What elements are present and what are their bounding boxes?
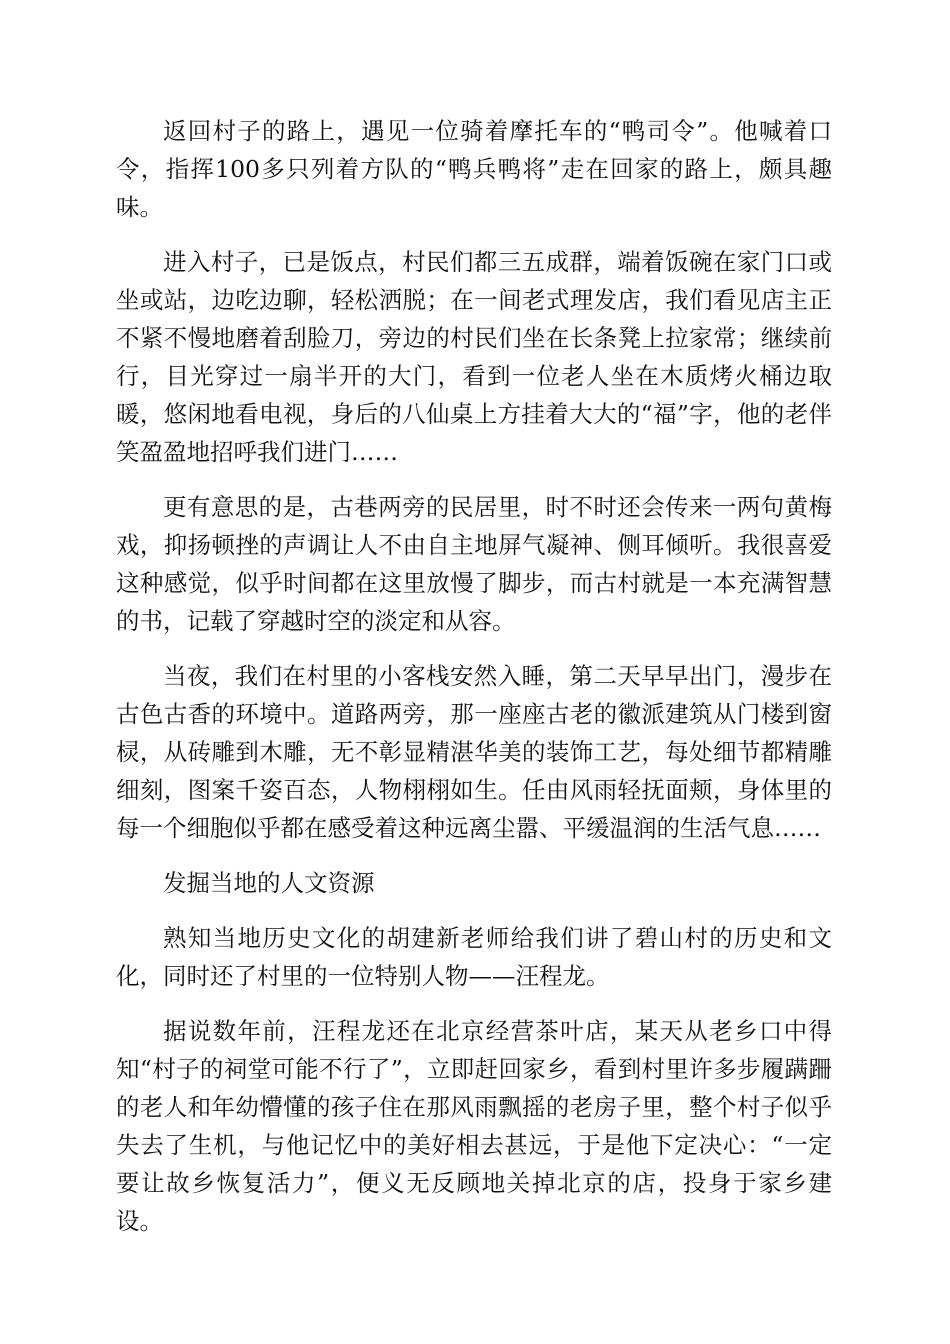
paragraph-entering-village: 进入村子，已是饭点，村民们都三五成群，端着饭碗在家门口或坐或站，边吃边聊，轻松洒脱；在一间老式理发店，我们看见店主正不紧不慢地磨着刮脸刀，旁边的村民们坐在长条凳上拉家常；继续前行，目光穿过一扇半开的大门，看到一位老人坐在木质烤火桶边取暖，悠闲地看电视，身后的八仙桌上方挂着大大的“福”字，他的老伴笑盈盈地招呼我们进门…… (116, 248, 832, 466)
paragraph-huangmei-opera: 更有意思的是，古巷两旁的民居里，时不时还会传来一两句黄梅戏，抑扬顿挫的声调让人不由自主地屏气凝神、侧耳倾听。我很喜爱这种感觉，似乎时间都在这里放慢了脚步，而古村就是一本充满智慧的书，记载了穿越时空的淡定和从容。 (116, 493, 832, 635)
paragraph-teacher-hu: 熟知当地历史文化的胡建新老师给我们讲了碧山村的历史和文化，同时还了村里的一位特别人物——汪程龙。 (116, 924, 832, 990)
paragraph-wang-chenglong: 据说数年前，汪程龙还在北京经营茶叶店，某天从老乡口中得知“村子的祠堂可能不行了”，立即赶回家乡，看到村里许多步履蹒跚的老人和年幼懵懂的孩子住在那风雨飘摇的老房子里，整个村子似乎失去了生机，与他记忆中的美好相去甚远，于是他下定决心：“一定要让故乡恢复活力”，便义无反顾地关掉北京的店，投身于家乡建设。 (116, 1017, 832, 1235)
section-heading: 发掘当地的人文资源 (163, 869, 375, 897)
paragraph-duck-commander: 返回村子的路上，遇见一位骑着摩托车的“鸭司令”。他喊着口令，指挥100多只列着方队的“鸭兵鸭将”走在回家的路上，颇具趣味。 (116, 117, 832, 221)
document-body (116, 112, 832, 1257)
paragraph-night-stay: 当夜，我们在村里的小客栈安然入睡，第二天早早出门，漫步在古色古香的环境中。道路两旁，那一座座古老的徽派建筑从门楼到窗棂，从砖雕到木雕，无不彰显精湛华美的装饰工艺，每处细节都精雕细刻，图案千姿百态，人物栩栩如生。任由风雨轻抚面颊，身体里的每一个细胞似乎都在感受着这种远离尘嚣、平缓温润的生活气息…… (116, 662, 832, 842)
